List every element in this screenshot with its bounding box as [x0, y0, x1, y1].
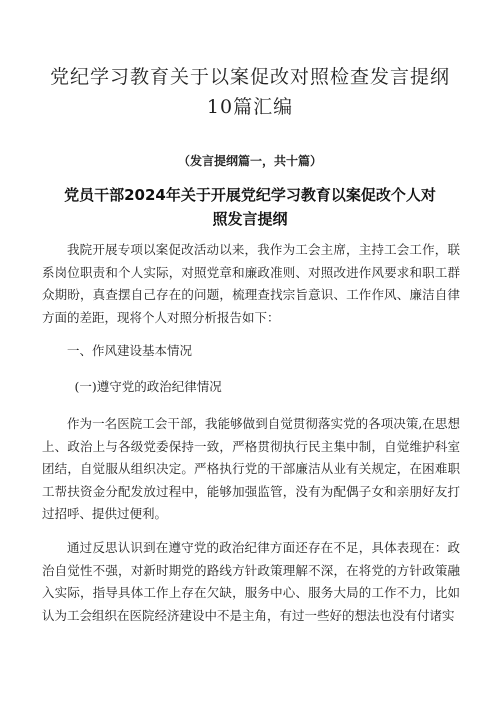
reflection-paragraph: 通过反思认识到在遵守党的政治纪律方面还存在不足，具体表现在：政治自觉性不强，对新时期党的路线方针政策理解不深，在将党的方针政策融入实际，指导具体工作上存在欠缺，服务中心、服务大局的工作不力，比如认为工会组织在医院经济建设中不是主角，有过一些好的想法也没有付诸实 — [42, 540, 460, 623]
speech-title: 党员干部2024年关于开展党纪学习教育以案促改个人对照发言提纲 — [64, 186, 436, 228]
intro-paragraph: 我院开展专项以案促改活动以来，我作为工会主席，主持工会工作，联系岗位职责和个人实际，对照党章和廉政准则、对照改进作风要求和职工群众期盼，真查摆自己存在的问题，梳理查找宗旨意识、工作作风、廉洁自律方面的差距，现将个人对照分析报告如下： — [42, 242, 460, 325]
section-note: （发言提纲篇一，共十篇） — [177, 154, 322, 168]
work-paragraph: 作为一名医院工会干部，我能够做到自觉贯彻落实党的各项决策,在思想上、政治上与各级党委保持一致，严格贯彻执行民主集中制，自觉维护科室团结，自觉服从组织决定。严格执行党的干部廉洁从业有关规定，在困难职工帮扶资金分配发放过程中，能够加强监管，没有为配偶子女和亲朋好友打过招呼、提供过便利。 — [42, 416, 460, 521]
section-heading: 一、作风建设基本情况 — [67, 343, 193, 358]
subsection-heading: (一)遵守党的政治纪律情况 — [74, 379, 222, 394]
document-title: 党纪学习教育关于以案促改对照检查发言提纲10篇汇编 — [49, 66, 450, 118]
